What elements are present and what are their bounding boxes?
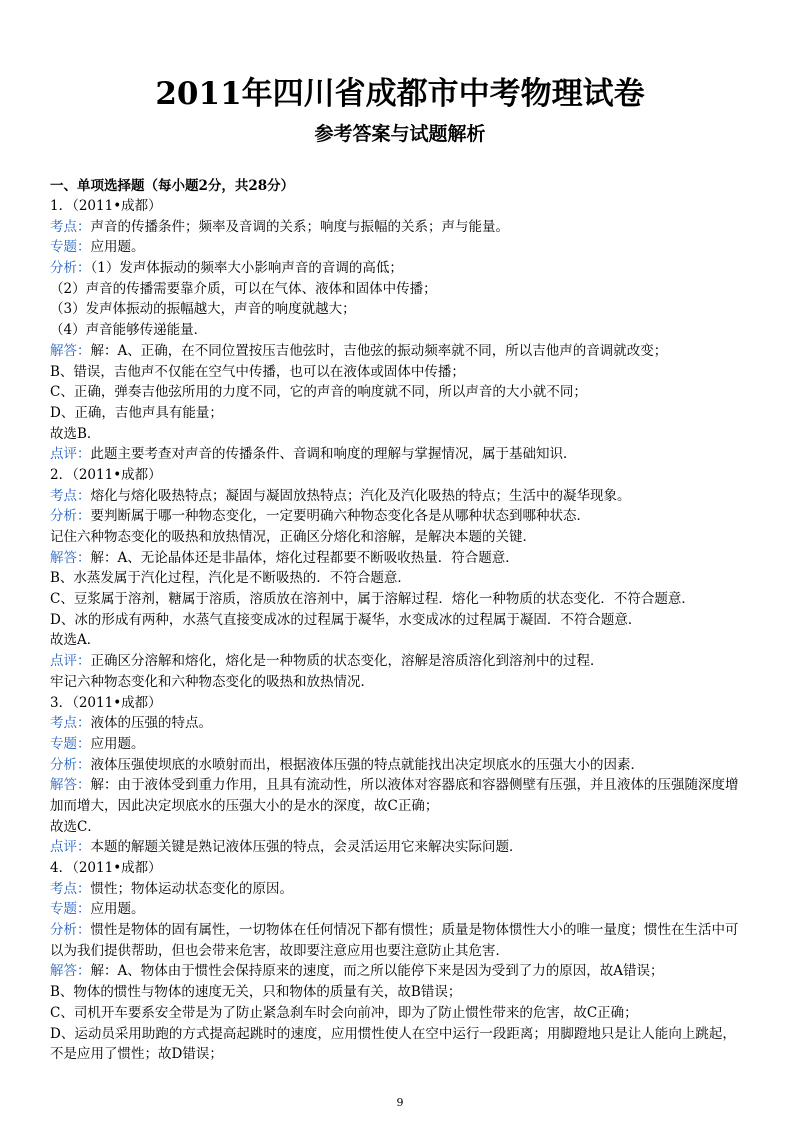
line-text: 解：A、正确，在不同位置按压吉他弦时，吉他弦的振动频率就不同，所以吉他声的音调就改变； bbox=[90, 342, 668, 359]
text-line bbox=[50, 527, 762, 548]
text-line bbox=[50, 817, 762, 838]
text-line bbox=[50, 734, 762, 755]
text-line bbox=[50, 1003, 762, 1024]
text-line bbox=[50, 279, 762, 300]
page-subtitle: 参考答案与试题解析 bbox=[314, 123, 486, 145]
label-tag: 考点： bbox=[50, 715, 91, 732]
line-text: 1．（2011•成都） bbox=[50, 198, 162, 214]
line-text: 故选A． bbox=[50, 632, 101, 649]
text-line bbox=[50, 589, 762, 610]
label-tag: 考点： bbox=[50, 880, 91, 897]
line-text: 熔化与熔化吸热特点；凝固与凝固放热特点；汽化及汽化吸热的特点；生活中的凝华现象。 bbox=[90, 487, 631, 504]
label-tag: 解答： bbox=[50, 963, 91, 980]
line-text: （1）发声体振动的频率大小影响声音的音调的高低； bbox=[90, 260, 403, 277]
line-text: 此题主要考查对声音的传播条件、音调和响度的理解与掌握情况，属于基础知识． bbox=[90, 446, 577, 463]
label-tag: 分析： bbox=[50, 922, 91, 939]
line-text: 本题的解题关键是熟记液体压强的特点，会灵活运用它来解决实际问题． bbox=[90, 839, 523, 856]
line-text: （4）声音能够传递能量． bbox=[50, 322, 208, 339]
label-tag: 分析： bbox=[50, 756, 91, 773]
label-tag: 解答： bbox=[50, 549, 91, 566]
line-text: （3）发声体振动的振幅越大，声音的响度就越大； bbox=[50, 301, 356, 318]
line-text: 要判断属于哪一种物态变化，一定要明确六种物态变化各是从哪种状态到哪种状态． bbox=[90, 508, 590, 525]
label-tag: 专题： bbox=[50, 239, 91, 256]
text-line bbox=[50, 651, 762, 672]
label-tag: 点评： bbox=[50, 839, 91, 856]
line-text: C、豆浆属于溶剂，糖属于溶质，溶质放在溶剂中，属于溶解过程．熔化一种物质的状态变化．不符合题意． bbox=[50, 591, 695, 608]
line-text: 3．（2011•成都） bbox=[50, 694, 162, 711]
text-line bbox=[50, 693, 762, 714]
line-text: 故选B． bbox=[50, 425, 101, 442]
text-line bbox=[50, 403, 762, 424]
text-line bbox=[50, 424, 762, 445]
line-text: 牢记六种物态变化和六种物态变化的吸热和放热情况． bbox=[50, 673, 374, 690]
line-text: 惯性是物体的固有属性，一切物体在任何情况下都有惯性；质量是物体惯性大小的唯一量度；惯性在生活中可 bbox=[90, 922, 739, 939]
page-number: 9 bbox=[396, 1096, 404, 1109]
text-line bbox=[50, 486, 762, 507]
text-line bbox=[50, 568, 762, 589]
line-text: 惯性；物体运动状态变化的原因。 bbox=[90, 880, 293, 897]
label-tag: 点评： bbox=[50, 653, 91, 670]
line-text: 声音的传播条件；频率及音调的关系；响度与振幅的关系；声与能量。 bbox=[90, 218, 509, 235]
line-text: 正确区分溶解和熔化，熔化是一种物质的状态变化，溶解是溶质溶化到溶剂中的过程． bbox=[90, 653, 604, 670]
text-line bbox=[50, 920, 762, 941]
line-text: 2．（2011•成都） bbox=[50, 466, 162, 483]
line-text: 解：A、无论晶体还是非晶体，熔化过程都要不断吸收热量．符合题意． bbox=[90, 549, 519, 566]
label-tag: 点评： bbox=[50, 446, 91, 463]
line-text: 应用题。 bbox=[90, 735, 145, 752]
text-line bbox=[50, 775, 762, 796]
label-tag: 分析： bbox=[50, 508, 91, 525]
text-line bbox=[50, 837, 762, 858]
label-tag: 考点： bbox=[50, 487, 91, 504]
text-line bbox=[50, 961, 762, 982]
text-line bbox=[50, 941, 762, 962]
text-line bbox=[50, 237, 762, 258]
line-text: 记住六种物态变化的吸热和放热情况，正确区分熔化和溶解，是解决本题的关键． bbox=[50, 529, 536, 545]
line-text: 以为我们提供帮助，但也会带来危害，故即要注意应用也要注意防止其危害． bbox=[50, 942, 509, 959]
text-line bbox=[50, 320, 762, 341]
text-line bbox=[50, 1044, 762, 1065]
text-line bbox=[50, 217, 762, 238]
text-line bbox=[50, 341, 762, 362]
line-text: 应用题。 bbox=[90, 901, 145, 918]
line-text: 解：由于液体受到重力作用，且具有流动性，所以液体对容器底和容器侧壁有压强，并且液体的压强随深度增 bbox=[90, 777, 739, 794]
text-line bbox=[50, 755, 762, 776]
text-line bbox=[50, 899, 762, 920]
label-tag: 分析： bbox=[50, 260, 91, 277]
answer-content bbox=[50, 196, 762, 1065]
text-line bbox=[50, 713, 762, 734]
text-line bbox=[50, 982, 762, 1003]
line-text: D、运动员采用助跑的方式提高起跳时的速度，应用惯性使人在空中运行一段距离；用脚蹬地只是让人能向上跳起， bbox=[50, 1025, 736, 1042]
line-text: 4．（2011•成都） bbox=[50, 860, 162, 876]
text-line bbox=[50, 506, 762, 527]
text-line bbox=[50, 465, 762, 486]
text-line bbox=[50, 1024, 762, 1045]
section-heading: 一、单项选择题（每小题2分，共28分） bbox=[50, 178, 295, 194]
line-text: 故选C． bbox=[50, 818, 101, 835]
text-line bbox=[50, 858, 762, 879]
label-tag: 考点： bbox=[50, 218, 91, 235]
line-text: C、正确，弹奏吉他弦所用的力度不同，它的声音的响度就不同，所以声音的大小就不同； bbox=[50, 384, 587, 401]
line-text: B、错误，吉他声不仅能在空气中传播，也可以在液体或固体中传播； bbox=[50, 363, 465, 380]
text-line bbox=[50, 196, 762, 217]
line-text: 液体压强使坝底的水喷射而出，根据液体压强的特点就能找出决定坝底水的压强大小的因素． bbox=[90, 756, 644, 773]
text-line bbox=[50, 382, 762, 403]
line-text: 液体的压强的特点。 bbox=[90, 715, 212, 732]
line-text: B、物体的惯性与物体的速度无关，只和物体的质量有关，故B错误； bbox=[50, 984, 462, 1001]
label-tag: 专题： bbox=[50, 735, 91, 752]
label-tag: 解答： bbox=[50, 777, 91, 794]
text-line bbox=[50, 362, 762, 383]
text-line bbox=[50, 672, 762, 693]
text-line bbox=[50, 879, 762, 900]
line-text: 应用题。 bbox=[90, 239, 145, 256]
label-tag: 专题： bbox=[50, 901, 91, 918]
text-line bbox=[50, 610, 762, 631]
line-text: D、冰的形成有两种，水蒸气直接变成冰的过程属于凝华，水变成冰的过程属于凝固．不符合题意． bbox=[50, 611, 642, 628]
text-line bbox=[50, 258, 762, 279]
line-text: B、水蒸发属于汽化过程，汽化是不断吸热的．不符合题意． bbox=[50, 570, 411, 587]
text-line bbox=[50, 630, 762, 651]
page-title: 2011年四川省成都市中考物理试卷 bbox=[155, 76, 645, 112]
label-tag: 解答： bbox=[50, 342, 91, 359]
text-line bbox=[50, 796, 762, 817]
text-line bbox=[50, 444, 762, 465]
text-line bbox=[50, 548, 762, 569]
line-text: C、司机开车要系安全带是为了防止紧急刹车时会向前冲，即为了防止惯性带来的危害，故C正确； bbox=[50, 1004, 638, 1021]
line-text: D、正确，吉他声具有能量； bbox=[50, 404, 223, 421]
line-text: 解：A、物体由于惯性会保持原来的速度，而之所以能停下来是因为受到了力的原因，故A错误； bbox=[90, 963, 664, 980]
line-text: 不是应用了惯性；故D错误； bbox=[50, 1046, 223, 1063]
line-text: （2）声音的传播需要靠介质，可以在气体、液体和固体中传播； bbox=[50, 280, 437, 297]
text-line bbox=[50, 299, 762, 320]
line-text: 加而增大，因此决定坝底水的压强大小的是水的深度，故C正确； bbox=[50, 797, 439, 814]
